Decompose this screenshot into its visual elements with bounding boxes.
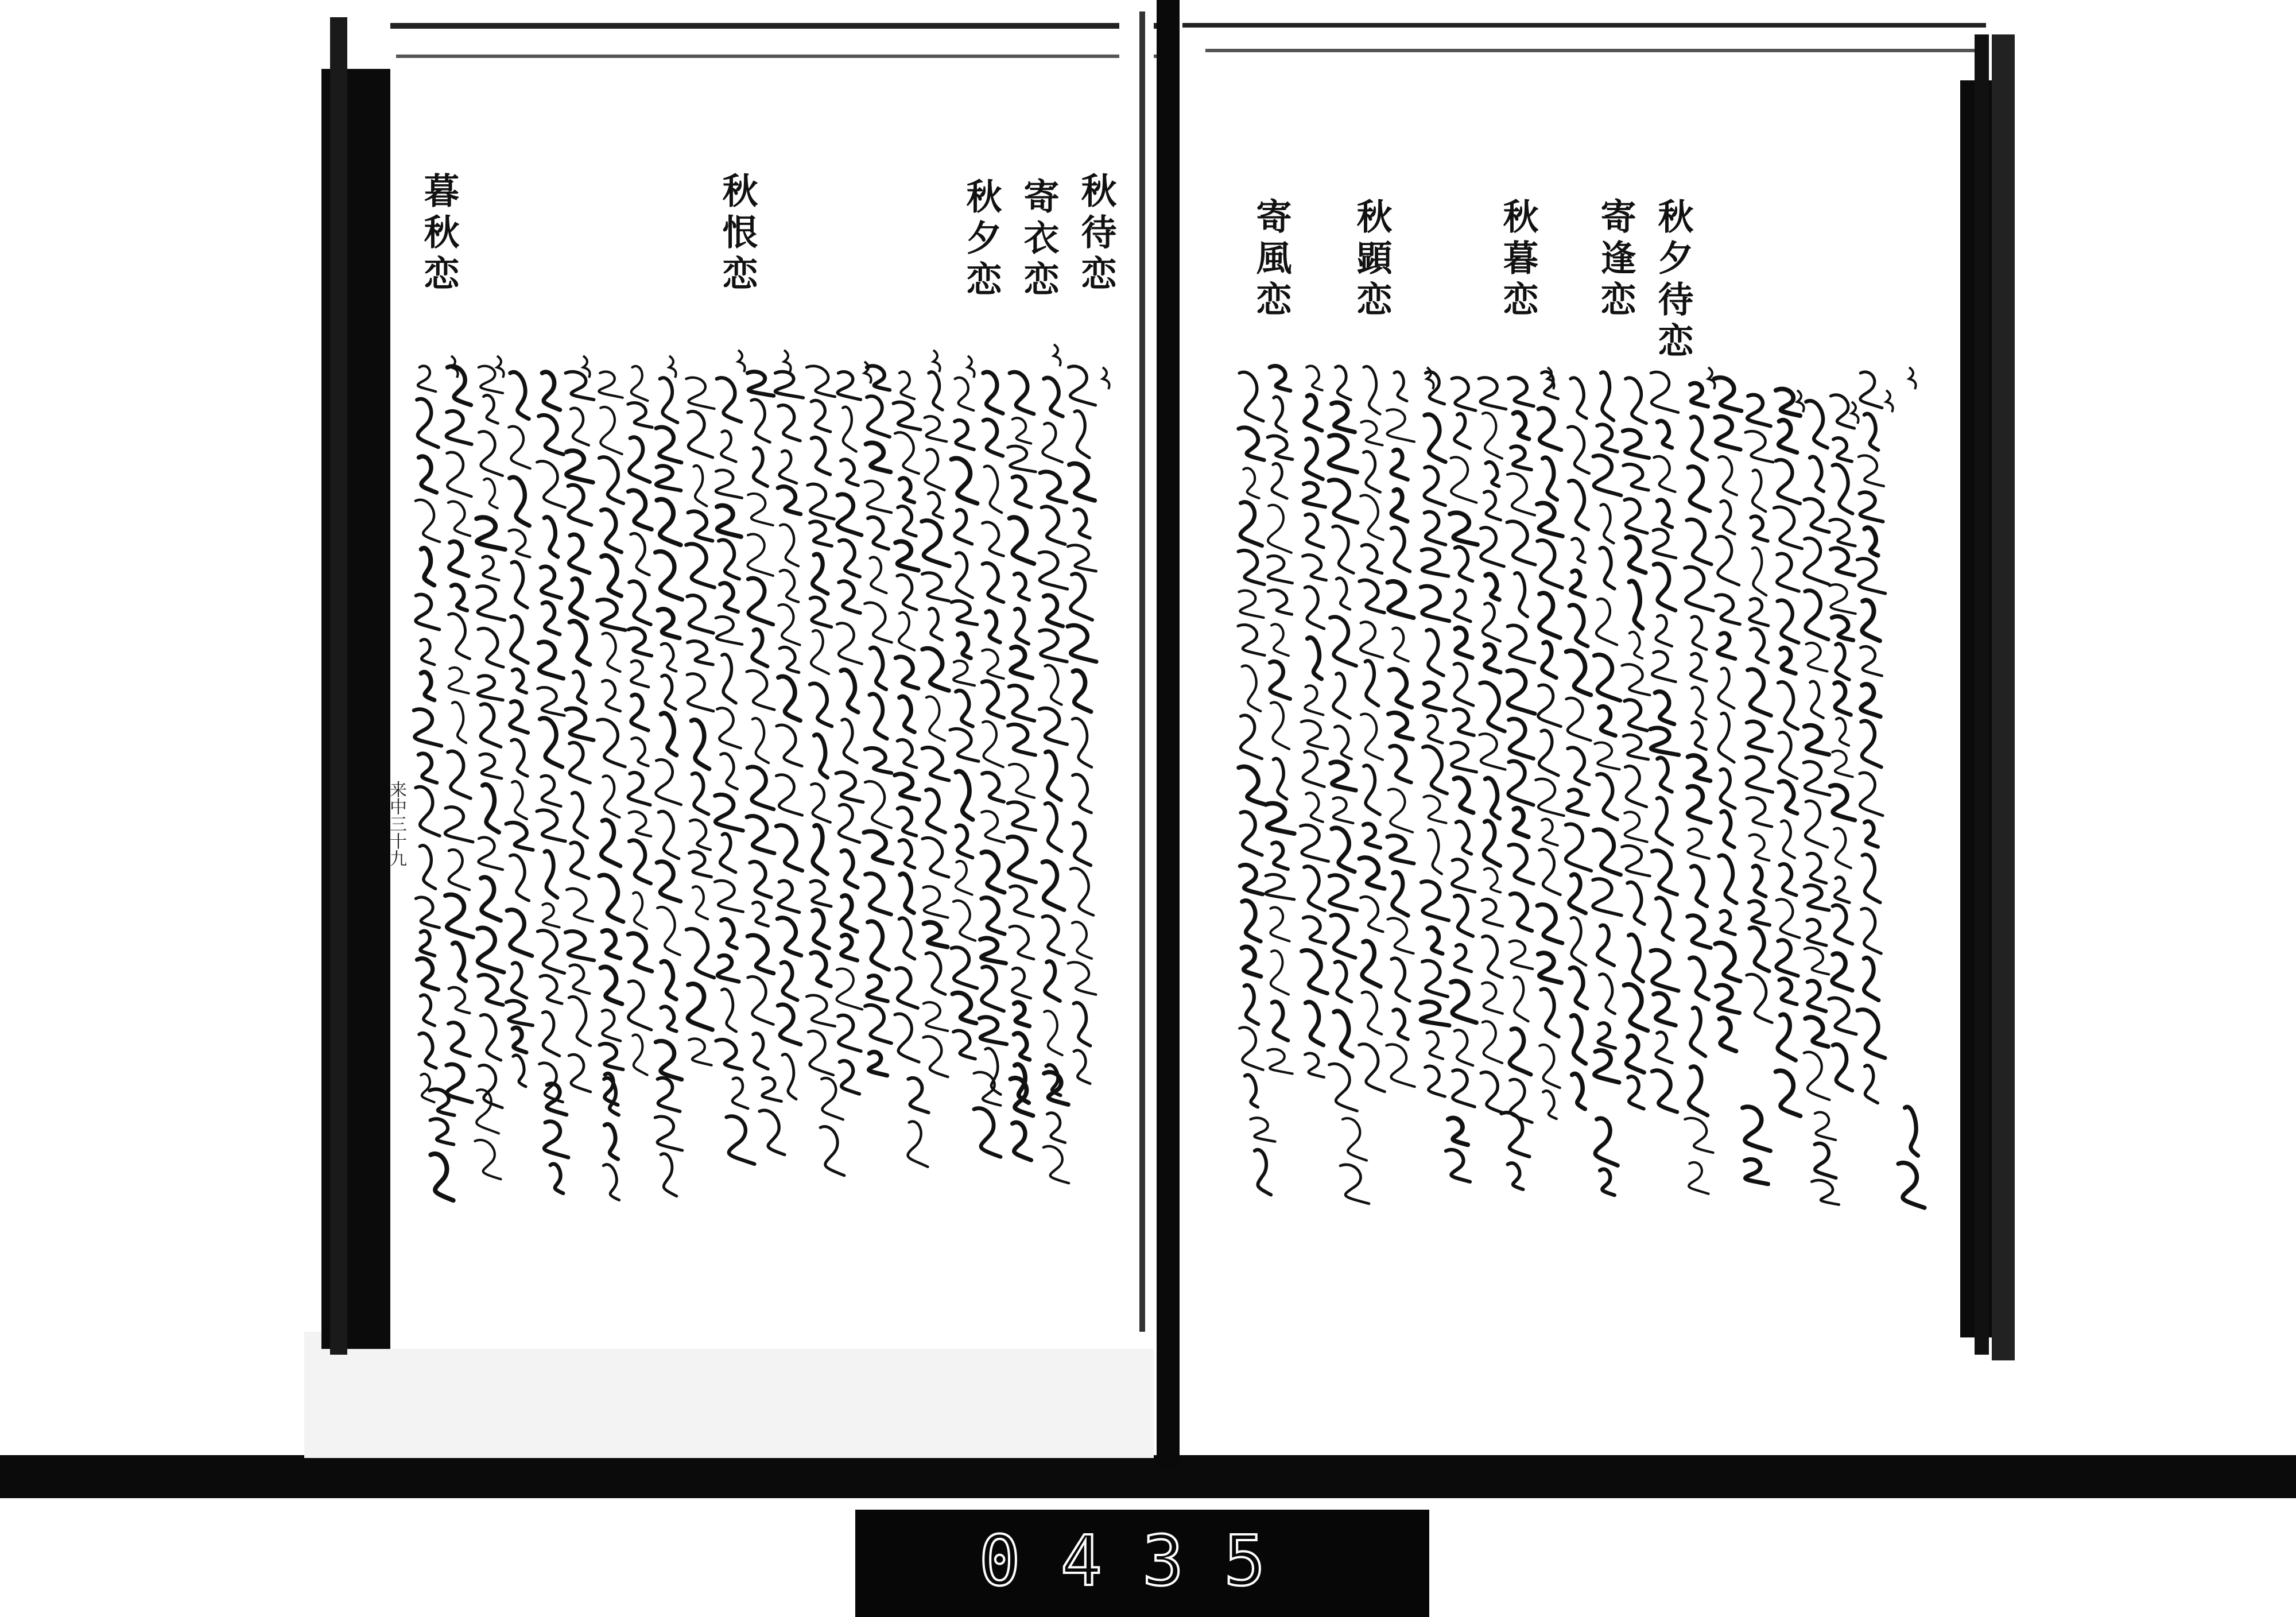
left-heading-1: 秋待恋 — [1075, 172, 1117, 296]
left-poem-column — [414, 366, 441, 1103]
left-heading-2: 寄衣恋 — [1018, 178, 1060, 302]
left-poem-column — [979, 372, 1007, 1095]
left-heading-4: 秋恨恋 — [716, 172, 758, 296]
margin-mark — [669, 356, 676, 378]
right-poem-column — [1650, 372, 1678, 1112]
left-poem-column — [836, 372, 863, 1094]
right-poem-column — [1746, 395, 1774, 1023]
right-author-name — [1685, 1118, 1713, 1194]
right-poem-column — [1685, 383, 1713, 1115]
right-author-name — [1812, 1112, 1839, 1205]
left-poem-column — [893, 372, 920, 1063]
left-poem-column — [715, 378, 743, 1069]
right-author-name — [1251, 1118, 1275, 1195]
left-author-name — [544, 1084, 568, 1193]
left-poem-column — [747, 371, 774, 1069]
margin-mark — [968, 356, 975, 378]
right-author-name — [1898, 1107, 1925, 1208]
left-poem-column — [864, 366, 893, 1075]
right-poem-column — [1329, 366, 1358, 1111]
right-heading-3: 秋暮恋 — [1497, 198, 1539, 322]
right-poem-column — [1566, 378, 1591, 1109]
right-poem-column — [1507, 378, 1535, 1123]
right-heading-1: 秋夕待恋 — [1652, 198, 1694, 363]
margin-mark — [497, 356, 504, 378]
left-poem-column — [950, 378, 979, 1059]
left-heading-3: 秋夕恋 — [960, 178, 1002, 302]
margin-mark — [933, 350, 940, 372]
left-poem-column — [506, 372, 533, 1087]
right-poem-column — [1774, 389, 1802, 1116]
right-poem-column — [1479, 378, 1506, 1113]
left-poem-column — [628, 366, 652, 1075]
left-author-name — [908, 1078, 929, 1167]
page-folio: 来中三十九 — [386, 781, 406, 867]
left-poem-column — [476, 366, 505, 1108]
right-poem-column — [1535, 372, 1564, 1119]
right-author-name — [1502, 1112, 1530, 1189]
right-poem-column — [1857, 372, 1886, 1103]
left-poem-column — [922, 372, 949, 1077]
left-poem-column — [597, 372, 625, 1105]
left-poem-column — [686, 378, 714, 1065]
right-poem-column — [1359, 366, 1385, 1092]
right-author-name — [1743, 1107, 1770, 1184]
margin-mark — [1054, 344, 1061, 366]
margin-mark — [738, 350, 745, 372]
margin-mark — [1103, 367, 1110, 389]
right-poem-column — [1593, 372, 1622, 1083]
left-heading-5: 暮秋恋 — [418, 172, 460, 296]
left-author-name — [429, 1089, 454, 1201]
margin-mark — [784, 350, 791, 372]
left-poem-column — [445, 366, 474, 1102]
right-poem-column — [1714, 378, 1741, 1051]
left-poem-column — [806, 366, 835, 1075]
right-poem-column — [1829, 395, 1856, 1091]
left-poem-column — [537, 372, 565, 1102]
right-poem-column — [1804, 401, 1829, 1100]
right-poem-column — [1386, 372, 1414, 1087]
right-author-name — [1446, 1118, 1470, 1182]
left-author-name — [1044, 1072, 1069, 1183]
left-author-name — [655, 1078, 682, 1196]
right-heading-2: 寄逢恋 — [1595, 198, 1636, 322]
margin-mark — [1886, 390, 1893, 412]
left-author-name — [727, 1078, 755, 1164]
right-poem-column — [1266, 366, 1294, 1073]
right-heading-5: 寄風恋 — [1250, 198, 1292, 322]
left-author-name — [759, 1077, 785, 1154]
left-poem-column — [565, 372, 594, 1092]
left-poem-column — [1007, 372, 1035, 1103]
right-author-name — [1595, 1118, 1618, 1195]
left-author-name — [820, 1078, 844, 1176]
left-poem-column — [656, 378, 682, 1079]
left-author-name — [974, 1072, 1001, 1157]
left-poem-column — [1068, 366, 1096, 1084]
right-poem-column — [1238, 372, 1265, 1107]
right-author-name — [1340, 1118, 1369, 1204]
right-poem-column — [1450, 378, 1477, 1107]
margin-mark — [1797, 390, 1804, 412]
left-poem-column — [1039, 378, 1067, 1095]
right-poem-column — [1622, 378, 1650, 1108]
left-poem-column — [775, 372, 804, 1099]
frame-number: 0435 — [979, 1521, 1306, 1602]
right-poem-column — [1421, 372, 1449, 1096]
right-heading-4: 秋顕恋 — [1351, 198, 1393, 322]
margin-mark — [1909, 367, 1916, 389]
margin-mark — [1852, 402, 1859, 424]
right-poem-column — [1301, 366, 1329, 1077]
